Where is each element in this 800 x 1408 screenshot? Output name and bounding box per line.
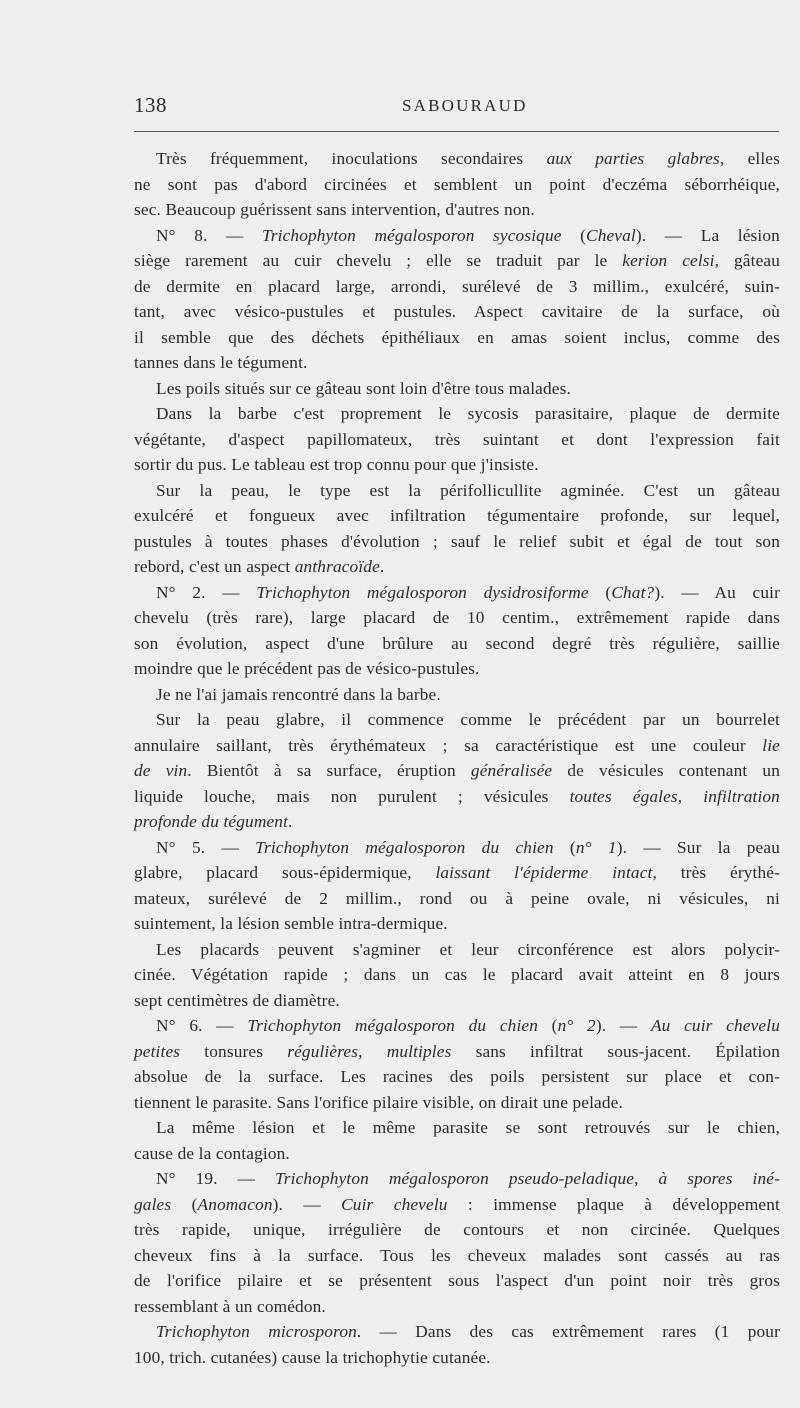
text-line: [134, 350, 780, 376]
text-segment: de vésicules contenant un: [552, 761, 780, 780]
body-text: [134, 146, 780, 1370]
page-number: 138: [134, 93, 167, 117]
italic-segment: laissant l'épiderme intact: [435, 863, 653, 882]
italic-segment: toutes égales: [569, 786, 678, 806]
text-line: [134, 1319, 780, 1345]
text-line: [134, 248, 780, 274]
text-segment: Sur la peau glabre, il commence comme le précédent par un bourrelet: [156, 710, 780, 729]
text-line: [134, 146, 780, 172]
text-segment: glabre, placard sous-épidermique,: [134, 863, 436, 882]
text-segment: son évolution, aspect d'une brûlure au second degré très régulière, saillie: [134, 633, 780, 653]
text-segment: tiennent le parasite. Sans l'orifice pilaire visible, on dirait une pelade.: [134, 1092, 623, 1112]
text-line: [134, 1268, 780, 1294]
text-segment: N° 8. —: [156, 225, 262, 245]
text-segment: cause de la contagion.: [134, 1143, 290, 1163]
italic-segment: n° 2: [557, 1016, 596, 1035]
text-line: [134, 1141, 780, 1167]
italic-segment: petites: [134, 1041, 181, 1061]
italic-segment: de vin: [134, 761, 188, 780]
italic-segment: généralisée: [470, 761, 553, 780]
text-segment: cinée. Végétation rapide ; dans un cas le placard avait atteint en 8 jours: [134, 965, 780, 984]
text-segment: , très érythé-: [652, 863, 780, 882]
text-segment: .: [379, 557, 385, 576]
italic-segment: Trichophyton mégalosporon pseudo-peladique: [274, 1169, 635, 1188]
text-segment: (: [171, 1194, 198, 1214]
text-segment: exulcéré et fongueux avec infiltration tégumentaire profonde, sur lequel,: [134, 506, 780, 525]
text-line: [134, 401, 780, 427]
text-line: [134, 580, 780, 606]
text-line: [134, 325, 780, 351]
text-line: [134, 427, 780, 453]
text-line: [134, 656, 780, 682]
italic-segment: à spores iné-: [658, 1169, 780, 1188]
text-segment: tonsures: [180, 1041, 288, 1061]
text-line: [134, 1166, 780, 1192]
text-segment: 100, trich. cutanées) cause la trichophytie cutanée.: [134, 1347, 491, 1367]
text-segment: très rapide, unique, irrégulière de contours et non circinée. Quelques: [134, 1220, 780, 1239]
text-segment: moindre que le précédent pas de vésico-pustules.: [134, 659, 480, 678]
text-segment: . Bientôt à sa surface, éruption: [187, 761, 471, 780]
italic-segment: kerion celsi: [622, 251, 715, 270]
text-segment: cheveux fins à la surface. Tous les cheveux malades sont cassés au ras: [134, 1245, 780, 1265]
text-segment: tant, avec vésico-pustules et pustules. Aspect cavitaire de la surface, où: [134, 302, 780, 321]
text-segment: végétante, d'aspect papillomateux, très suintant et dont l'expression fait: [134, 429, 780, 449]
text-segment: ). — La lésion: [635, 225, 780, 245]
text-segment: ne sont pas d'abord circinées et semblent un point d'eczéma séborrhéique,: [134, 174, 780, 194]
text-line: [134, 1192, 780, 1218]
italic-segment: multiples: [386, 1041, 452, 1061]
text-segment: La même lésion et le même parasite se sont retrouvés sur le chien,: [156, 1118, 780, 1137]
italic-segment: Trichophyton mégalosporon du chien: [247, 1016, 539, 1035]
running-head: SABOURAUD: [402, 96, 528, 115]
text-segment: , gâteau: [714, 251, 781, 270]
text-line: [134, 1243, 780, 1269]
text-line: [134, 605, 780, 631]
italic-segment: n° 1: [575, 837, 617, 857]
italic-segment: Chat?: [611, 582, 655, 602]
text-segment: Les poils situés sur ce gâteau sont loin d'être tous malades.: [156, 378, 571, 398]
italic-segment: Au cuir chevelu: [650, 1016, 780, 1035]
text-line: [134, 478, 780, 504]
text-line: [134, 1217, 780, 1243]
text-line: [134, 758, 780, 784]
text-segment: annulaire saillant, très érythémateux ; sa caractéristique est une couleur: [134, 735, 763, 755]
text-segment: . — Dans des cas extrêmement rares (1 pour: [356, 1322, 780, 1341]
italic-segment: Cuir chevelu: [341, 1194, 448, 1214]
text-segment: Je ne l'ai jamais rencontré dans la barbe.: [156, 684, 441, 704]
text-segment: suintement, la lésion semble intra-dermique.: [134, 914, 448, 933]
text-line: [134, 809, 780, 835]
text-segment: N° 2. —: [156, 582, 257, 602]
text-segment: ). — Sur la peau: [616, 837, 780, 857]
text-line: [134, 554, 780, 580]
text-line: [134, 784, 780, 810]
header-rule: [134, 131, 779, 132]
text-line: [134, 682, 780, 708]
italic-segment: aux parties glabres: [546, 149, 720, 168]
text-line: [134, 988, 780, 1014]
text-segment: N° 5. —: [156, 837, 256, 857]
text-line: [134, 631, 780, 657]
text-segment: de l'orifice pilaire et se présentent sous l'aspect d'un point noir très gros: [134, 1271, 780, 1290]
text-segment: de dermite en placard large, arrondi, surélevé de 3 millim., exulcéré, suin-: [134, 276, 780, 296]
text-segment: tannes dans le tégument.: [134, 353, 308, 372]
italic-segment: lie: [762, 735, 780, 755]
text-line: [134, 937, 780, 963]
text-line: [134, 503, 780, 529]
italic-segment: Cheval: [586, 225, 636, 245]
text-line: [134, 962, 780, 988]
text-line: [134, 886, 780, 912]
text-segment: siège rarement au cuir chevelu ; elle se traduit par le: [134, 251, 623, 270]
text-segment: sortir du pus. Le tableau est trop connu pour que j'insiste.: [134, 455, 539, 474]
text-segment: Très fréquemment, inoculations secondaires: [156, 149, 547, 168]
text-line: [134, 835, 780, 861]
italic-segment: infiltration: [703, 786, 780, 806]
text-line: [134, 223, 780, 249]
text-segment: (: [588, 582, 612, 602]
text-segment: ). —: [272, 1194, 342, 1214]
italic-segment: Trichophyton mégalosporon sycosique: [261, 225, 562, 245]
text-line: [134, 1294, 780, 1320]
text-line: [134, 911, 780, 937]
italic-segment: régulières: [287, 1041, 359, 1061]
text-segment: N° 6. —: [156, 1016, 248, 1035]
text-segment: ). —: [595, 1016, 651, 1035]
italic-segment: Trichophyton mégalosporon du chien: [255, 837, 554, 857]
text-line: [134, 1115, 780, 1141]
text-line: [134, 1090, 780, 1116]
text-segment: sept centimètres de diamètre.: [134, 990, 340, 1010]
text-line: [134, 274, 780, 300]
text-segment: .: [288, 812, 293, 831]
text-segment: , elles: [719, 149, 781, 168]
text-segment: (: [553, 837, 576, 857]
text-line: [134, 197, 780, 223]
text-line: [134, 1064, 780, 1090]
page-header: [134, 93, 779, 123]
text-line: [134, 707, 780, 733]
text-segment: sans infiltrat sous-jacent. Épilation: [451, 1041, 780, 1061]
italic-segment: Trichophyton microsporon: [156, 1322, 357, 1341]
text-segment: ). — Au cuir: [654, 582, 780, 602]
text-segment: (: [538, 1016, 558, 1035]
text-segment: (: [561, 225, 587, 245]
italic-segment: profonde du tégument: [134, 812, 289, 831]
text-segment: absolue de la surface. Les racines des poils persistent sur place et con-: [134, 1067, 780, 1086]
text-line: [134, 1345, 780, 1371]
italic-segment: anthracoïde: [294, 557, 380, 576]
text-line: [134, 1039, 780, 1065]
text-segment: sec. Beaucoup guérissent sans intervention, d'autres non.: [134, 200, 535, 219]
text-segment: Dans la barbe c'est proprement le sycosis parasitaire, plaque de dermite: [156, 404, 780, 423]
italic-segment: Trichophyton mégalosporon dysidrosiforme: [256, 582, 589, 602]
italic-segment: Anomacon: [197, 1194, 273, 1214]
text-line: [134, 452, 780, 478]
text-line: [134, 1013, 780, 1039]
text-segment: rebord, c'est un aspect: [134, 557, 295, 576]
text-segment: mateux, surélevé de 2 millim., rond ou à peine ovale, ni vésicules, ni: [134, 888, 780, 908]
text-line: [134, 376, 780, 402]
text-line: [134, 299, 780, 325]
text-segment: Sur la peau, le type est la périfollicullite agminée. C'est un gâteau: [156, 480, 780, 500]
text-segment: : immense plaque à développement: [447, 1194, 780, 1214]
text-line: [134, 172, 780, 198]
text-segment: liquide louche, mais non purulent ; vésicules: [134, 786, 570, 806]
italic-segment: gales: [134, 1194, 172, 1214]
text-line: [134, 529, 780, 555]
text-segment: N° 19. —: [156, 1169, 275, 1188]
text-line: [134, 860, 780, 886]
text-segment: ressemblant à un comédon.: [134, 1296, 326, 1316]
text-line: [134, 733, 780, 759]
text-segment: Les placards peuvent s'agminer et leur circonférence est alors polycir-: [156, 939, 780, 959]
text-segment: il semble que des déchets épithéliaux en amas soient inclus, comme des: [134, 327, 780, 347]
text-segment: ,: [358, 1041, 387, 1061]
text-segment: ,: [677, 786, 704, 806]
text-segment: ,: [634, 1169, 659, 1188]
text-segment: chevelu (très rare), large placard de 10 centim., extrêmement rapide dans: [134, 608, 780, 627]
text-segment: pustules à toutes phases d'évolution ; sauf le relief subit et égal de tout son: [134, 531, 780, 551]
